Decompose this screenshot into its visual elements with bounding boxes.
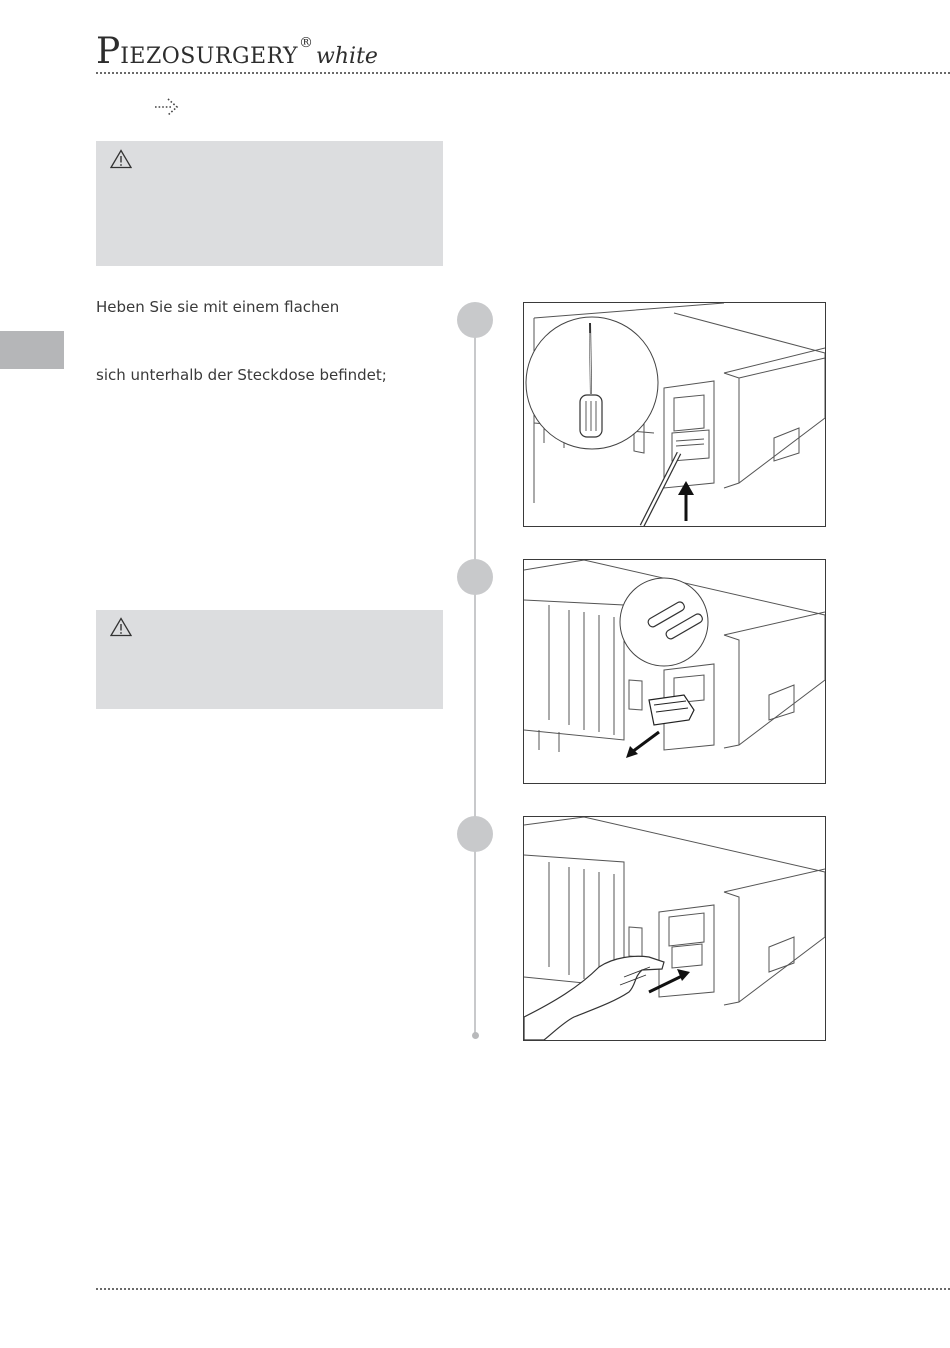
step-marker-2 (457, 559, 493, 595)
warning-triangle-icon (110, 617, 130, 635)
registered-mark: ® (299, 35, 314, 51)
step-marker-1 (457, 302, 493, 338)
brand-logo (96, 31, 378, 72)
chapter-side-tab (0, 331, 64, 369)
figure-step-2-fuses (523, 559, 826, 784)
figure-step-3-insert (523, 816, 826, 1041)
figure-step-1-screwdriver (523, 302, 826, 527)
device-illustration (524, 817, 825, 1040)
header-divider (96, 72, 950, 74)
warning-triangle-icon (110, 149, 130, 167)
timeline-end-dot (472, 1032, 479, 1039)
device-illustration (524, 303, 825, 526)
logo-wordmark: IEZOSURGERY (120, 44, 299, 69)
device-illustration (524, 560, 825, 783)
warning-box-1 (96, 141, 443, 266)
warning-box-2 (96, 610, 443, 709)
instruction-text-line-2: sich unterhalb der Steckdose befindet; (96, 366, 387, 384)
footer-divider (96, 1288, 950, 1290)
logo-variant: white (316, 44, 378, 69)
dotted-arrow-icon (155, 97, 181, 117)
instruction-text-line-1: Heben Sie sie mit einem flachen (96, 298, 340, 316)
step-timeline (474, 320, 476, 1036)
step-marker-3 (457, 816, 493, 852)
logo-initial: P (96, 31, 121, 72)
